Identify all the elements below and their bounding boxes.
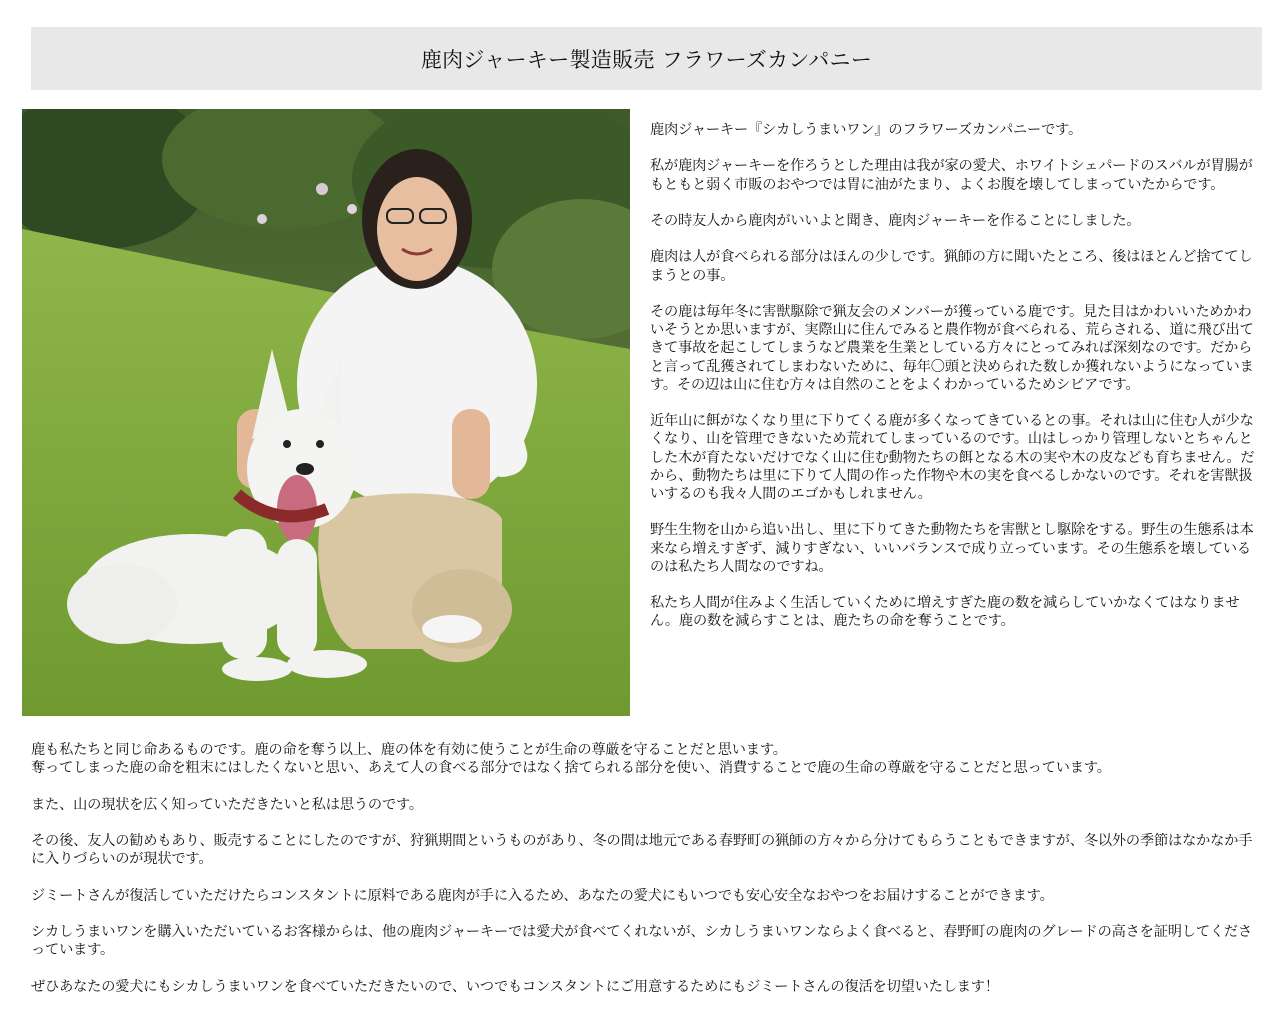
text-line: 奪ってしまった鹿の命を粗末にはしたくないと思い、あえて人の食べる部分ではなく捨てられる部分を使い、消費することで鹿の生命の尊厳を守ることだと思っています。 <box>31 760 1111 777</box>
page-header <box>31 27 1262 90</box>
side-paragraph: 野生生物を山から追い出し、里に下りてきた動物たちを害獣とし駆除をする。野生の生態系は本来なら増えすぎず、減りすぎない、いいバランスで成り立っています。その生態系を壊しているのは私たち人間なのですね。 <box>650 522 1254 575</box>
bottom-paragraph <box>31 887 1266 905</box>
intro-text <box>650 121 1263 649</box>
side-paragraph: 私が鹿肉ジャーキーを作ろうとした理由は我が家の愛犬、ホワイトシェパードのスバルが胃腸がもともと弱く市販のおやつでは胃に油がたまり、よくお腹を壊してしまっていたからです。 <box>650 158 1253 193</box>
story-text <box>31 741 1266 1014</box>
bottom-paragraph <box>31 741 1266 777</box>
text-line: ぜひあなたの愛犬にもシカしうまいワンを食べていただきたいので、いつでもコンスタントにご用意するためにもジミートさんの復活を切望いたします！ <box>31 978 999 995</box>
text-line: また、山の現状を広く知っていただきたいと私は思うのです。 <box>31 796 423 813</box>
bottom-paragraph <box>31 923 1266 959</box>
bottom-paragraph <box>31 832 1266 868</box>
bottom-paragraph <box>31 978 1266 996</box>
owner-with-dog-photo <box>22 109 630 716</box>
text-line: 鹿も私たちと同じ命あるものです。鹿の命を奪う以上、鹿の体を有効に使うことが生命の尊厳を守ることだと思います。 <box>31 742 787 758</box>
side-paragraph: 私たち人間が住みよく生活していくために増えすぎた鹿の数を減らしていかなくてはなりません。鹿の数を減らすことは、鹿たちの命を奪うことです。 <box>650 595 1240 630</box>
side-paragraph: その時友人から鹿肉がいいよと聞き、鹿肉ジャーキーを作ることにしました。 <box>650 212 1141 229</box>
page-title: 鹿肉ジャーキー製造販売 フラワーズカンパニー <box>420 47 873 72</box>
side-paragraph: 鹿肉は人が食べられる部分はほんの少しです。猟師の方に聞いたところ、後はほとんど捨ててしまうとの事。 <box>650 249 1253 284</box>
side-paragraph: 鹿肉ジャーキー『シカしうまいワン』のフラワーズカンパニーです。 <box>650 122 1083 138</box>
side-paragraph: 近年山に餌がなくなり里に下りてくる鹿が多くなってきているとの事。それは山に住む人が少なくなり、山を管理できないため荒れてしまっているのです。山はしっかり管理しないとちゃんとした木が育たないだけでなく山に住む動物たちの餌となる木の実や木の皮なども育ちません。だから、動物たちは里に下りて人間の作った作物や木の実を食べるしかないのです。それを害獣扱いするのも我々人間のエゴかもしれません。 <box>650 413 1255 502</box>
bottom-paragraph <box>31 796 1266 814</box>
text-line: シカしうまいワンを購入いただいているお客様からは、他の鹿肉ジャーキーでは愛犬が食べてくれないが、シカしうまいワンならよく食べると、春野町の鹿肉のグレードの高さを証明してくださっています。 <box>31 923 1252 959</box>
text-line: ジミートさんが復活していただけたらコンスタントに原料である鹿肉が手に入るため、あなたの愛犬にもいつでも安心安全なおやつをお届けすることができます。 <box>31 887 1054 904</box>
side-paragraph: その鹿は毎年冬に害獣駆除で猟友会のメンバーが獲っている鹿です。見た目はかわいいためかわいそうとか思いますが、実際山に住んでみると農作物が食べられる、荒らされる、道に飛び出てきて事故を起こしてしまうなど農業を生業としている方々にとってみれば深刻なのです。だからと言って乱獲されてしまわないために、毎年〇頭と決められた数しか獲れないようになっています。その辺は山に住む方々は自然のことをよくわかっているためシビアです。 <box>650 303 1254 393</box>
text-line: その後、友人の勧めもあり、販売することにしたのですが、狩猟期間というものがあり、冬の間は地元である春野町の猟師の方々から分けてもらうこともできますが、冬以外の季節はなかなか手に入りづらいのが現状です。 <box>31 832 1253 868</box>
